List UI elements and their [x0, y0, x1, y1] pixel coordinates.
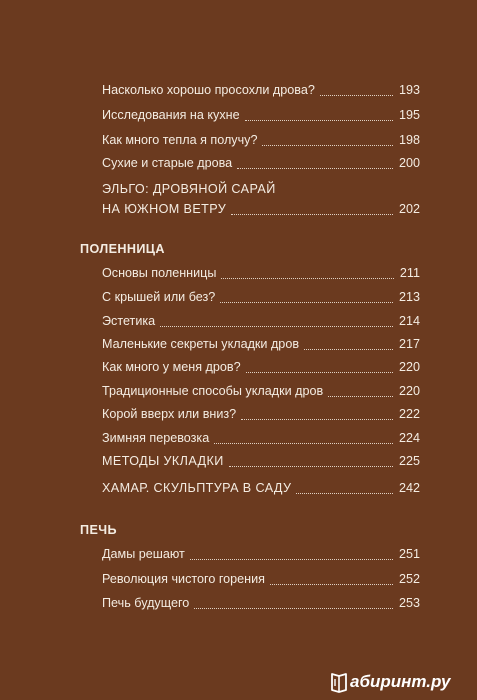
- dot-leader: [160, 325, 393, 327]
- toc-entry-page: 198: [398, 133, 420, 147]
- toc-entry-page: 214: [398, 314, 420, 328]
- toc-entry-label: Насколько хорошо просохли дрова?: [102, 83, 315, 97]
- toc-entry-label: НА ЮЖНОМ ВЕТРУ: [102, 202, 227, 216]
- toc-entry: [102, 154, 420, 172]
- dot-leader: [241, 418, 393, 420]
- toc-entry-page: 217: [398, 337, 420, 351]
- toc-entry: [102, 594, 420, 612]
- dot-leader: [231, 213, 393, 215]
- labirint-watermark: [330, 664, 477, 700]
- toc-entry-caps: [102, 452, 420, 470]
- dot-leader: [214, 442, 393, 444]
- toc-entry: [102, 81, 420, 99]
- dot-leader: [221, 277, 394, 279]
- toc-entry-page: 220: [398, 360, 420, 374]
- dot-leader: [245, 119, 393, 121]
- toc-entry-page: 195: [398, 108, 420, 122]
- toc-entry-label: Дамы решают: [102, 547, 185, 561]
- dot-leader: [296, 492, 393, 494]
- toc-entry-label: Исследования на кухне: [102, 108, 240, 122]
- toc-entry-label: Эстетика: [102, 314, 156, 328]
- toc-entry-page: 222: [398, 407, 420, 421]
- toc-entry-label: Зимняя перевозка: [102, 431, 210, 445]
- toc-entry-page: 251: [398, 547, 420, 561]
- toc-entry-caps: [102, 200, 420, 218]
- toc-entry-caps: [102, 479, 420, 497]
- toc-entry: [102, 382, 420, 400]
- dot-leader: [328, 395, 393, 397]
- toc-entry-label: Революция чистого горения: [102, 572, 265, 586]
- watermark-text: абиринт.ру: [350, 672, 451, 691]
- toc-entry-page: 252: [398, 572, 420, 586]
- toc-entry-page: 224: [398, 431, 420, 445]
- book-icon: [330, 671, 348, 693]
- toc-entry-label: Как много у меня дров?: [102, 360, 241, 374]
- toc-entry: [102, 288, 420, 306]
- toc-entry-label: Традиционные способы укладки дров: [102, 384, 324, 398]
- toc-entry-page: 200: [398, 156, 420, 170]
- toc-entry-page: 220: [398, 384, 420, 398]
- toc-entry: [102, 405, 420, 423]
- toc-entry-label: МЕТОДЫ УКЛАДКИ: [102, 454, 224, 468]
- toc-entry-label: Сухие и старые дрова: [102, 156, 233, 170]
- toc-entry-label: С крышей или без?: [102, 290, 216, 304]
- toc-entry: [102, 429, 420, 447]
- section-heading-pech: ПЕЧЬ: [80, 523, 117, 537]
- toc-entry: [102, 335, 420, 353]
- toc-entry: [102, 131, 420, 149]
- toc-entry-label: Маленькие секреты укладки дров: [102, 337, 300, 351]
- dot-leader: [194, 607, 393, 609]
- toc-entry: [102, 312, 420, 330]
- toc-entry: [102, 106, 420, 124]
- toc-entry-label: Основы поленницы: [102, 266, 217, 280]
- dot-leader: [304, 348, 393, 350]
- toc-entry: [102, 545, 420, 563]
- toc-entry-label: ХАМАР. СКУЛЬПТУРА В САДУ: [102, 481, 292, 495]
- toc-entry-label: Как много тепла я получу?: [102, 133, 258, 147]
- toc-caps-line: ЭЛЬГО: ДРОВЯНОЙ САРАЙ: [102, 182, 276, 196]
- toc-entry-label: Печь будущего: [102, 596, 190, 610]
- dot-leader: [190, 558, 393, 560]
- dot-leader: [220, 301, 393, 303]
- toc-entry: [102, 264, 420, 282]
- toc-entry-page: 253: [398, 596, 420, 610]
- toc-entry: [102, 358, 420, 376]
- toc-entry-page: 202: [398, 202, 420, 216]
- toc-entry-page: 211: [399, 266, 420, 280]
- toc-entry-label: Корой вверх или вниз?: [102, 407, 237, 421]
- dot-leader: [246, 371, 393, 373]
- dot-leader: [270, 583, 393, 585]
- toc-entry: [102, 570, 420, 588]
- toc-entry-page: 193: [398, 83, 420, 97]
- toc-entry-page: 225: [398, 454, 420, 468]
- dot-leader: [237, 167, 393, 169]
- dot-leader: [229, 465, 393, 467]
- section-heading-polennitsa: ПОЛЕННИЦА: [80, 242, 165, 256]
- toc-entry-page: 242: [398, 481, 420, 495]
- toc-entry-page: 213: [398, 290, 420, 304]
- dot-leader: [320, 94, 393, 96]
- dot-leader: [262, 144, 393, 146]
